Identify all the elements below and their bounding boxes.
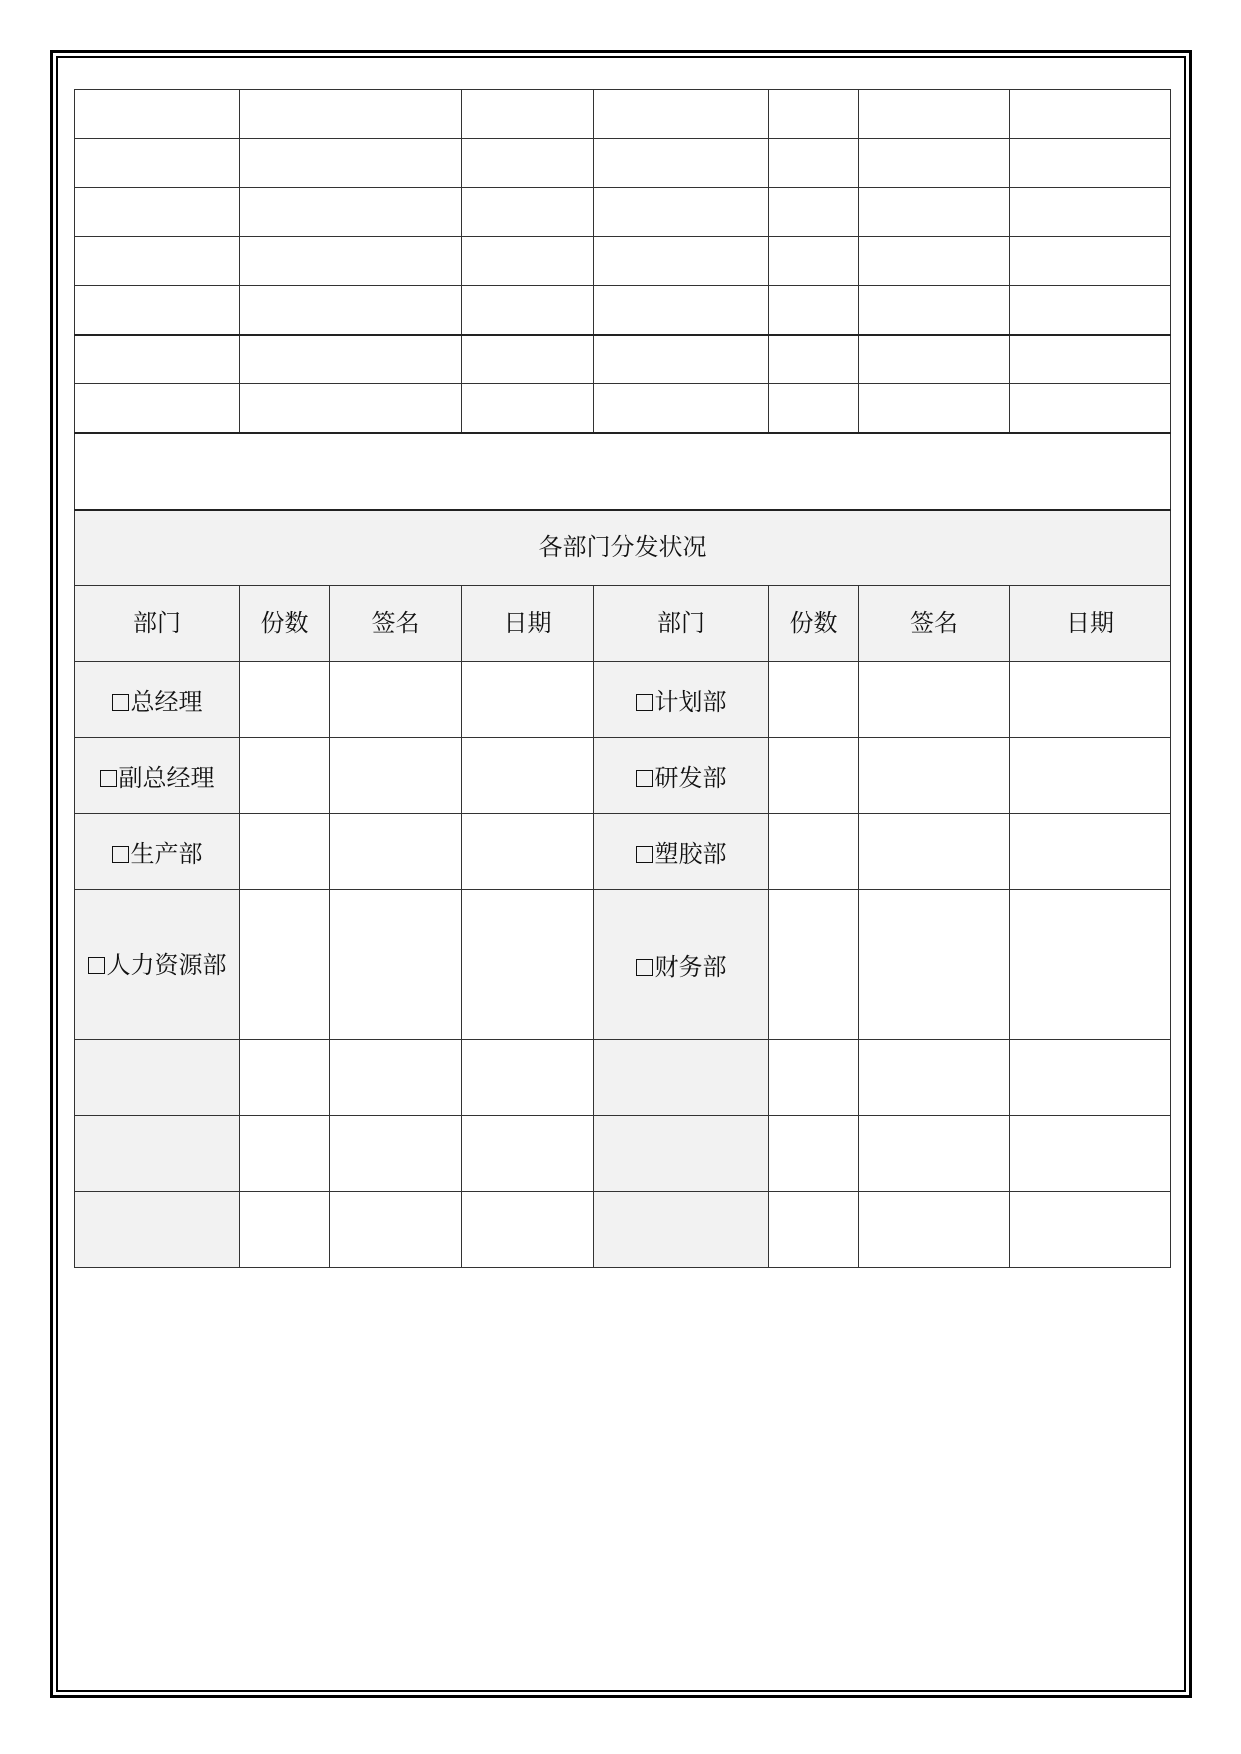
date-cell[interactable] (462, 662, 594, 738)
dept-label: 研发部 (654, 764, 727, 793)
sign-cell[interactable] (859, 814, 1010, 890)
blank-cell[interactable] (769, 237, 859, 286)
date-cell[interactable] (1010, 1192, 1171, 1268)
sign-cell[interactable] (330, 662, 462, 738)
blank-cell[interactable] (240, 237, 462, 286)
dept-label: 计划部 (654, 688, 727, 717)
blank-grid-row (75, 188, 1171, 237)
date-cell[interactable] (462, 1116, 594, 1192)
dept-cell-right[interactable] (594, 1192, 769, 1268)
blank-cell[interactable] (769, 286, 859, 335)
sign-cell[interactable] (330, 1192, 462, 1268)
checkbox-icon[interactable] (636, 770, 653, 787)
header-sign-left: 签名 (330, 586, 462, 662)
blank-cell[interactable] (1010, 237, 1171, 286)
sign-cell[interactable] (859, 662, 1010, 738)
blank-cell[interactable] (769, 384, 859, 433)
blank-cell[interactable] (859, 139, 1010, 188)
blank-cell[interactable] (462, 139, 594, 188)
blank-cell[interactable] (240, 335, 462, 384)
dept-cell-left[interactable] (75, 1192, 240, 1268)
sign-cell[interactable] (859, 1040, 1010, 1116)
header-date-right: 日期 (1010, 586, 1171, 662)
date-cell[interactable] (462, 738, 594, 814)
blank-cell[interactable] (240, 188, 462, 237)
checkbox-icon[interactable] (636, 959, 653, 976)
copies-cell[interactable] (240, 1116, 330, 1192)
date-cell[interactable] (1010, 738, 1171, 814)
date-cell[interactable] (1010, 1040, 1171, 1116)
blank-cell[interactable] (859, 237, 1010, 286)
header-dept-left: 部门 (75, 586, 240, 662)
dept-row (75, 814, 1171, 890)
notes-cell[interactable] (75, 433, 1171, 510)
copies-cell[interactable] (240, 1040, 330, 1116)
blank-grid-row (75, 90, 1171, 139)
dept-cell-right (594, 662, 769, 738)
copies-cell[interactable] (769, 738, 859, 814)
checkbox-icon[interactable] (112, 694, 129, 711)
dept-label: 总经理 (130, 688, 203, 717)
blank-cell[interactable] (462, 188, 594, 237)
checkbox-icon[interactable] (100, 770, 117, 787)
blank-cell[interactable] (240, 139, 462, 188)
checkbox-icon[interactable] (636, 694, 653, 711)
date-cell[interactable] (1010, 814, 1171, 890)
blank-cell[interactable] (462, 90, 594, 139)
blank-cell[interactable] (594, 384, 769, 433)
blank-cell[interactable] (75, 335, 240, 384)
dept-cell-left (75, 814, 240, 890)
blank-grid-row (75, 384, 1171, 433)
dept-label: 副总经理 (118, 764, 215, 793)
blank-cell[interactable] (75, 237, 240, 286)
dept-cell-left (75, 890, 240, 1040)
dept-cell-right (594, 738, 769, 814)
blank-cell[interactable] (462, 237, 594, 286)
blank-cell[interactable] (75, 139, 240, 188)
blank-cell[interactable] (594, 90, 769, 139)
blank-cell[interactable] (462, 384, 594, 433)
dept-cell-left[interactable] (75, 1116, 240, 1192)
checkbox-icon[interactable] (112, 846, 129, 863)
sign-cell[interactable] (330, 1116, 462, 1192)
dept-label: 人力资源部 (106, 950, 227, 979)
date-cell[interactable] (1010, 1116, 1171, 1192)
blank-cell[interactable] (462, 286, 594, 335)
copies-cell[interactable] (769, 890, 859, 1040)
sign-cell[interactable] (859, 738, 1010, 814)
checkbox-icon[interactable] (88, 957, 105, 974)
date-cell[interactable] (462, 1040, 594, 1116)
blank-cell[interactable] (594, 335, 769, 384)
distribution-title: 各部门分发状况 (75, 510, 1171, 586)
copies-cell[interactable] (240, 1192, 330, 1268)
dept-row-empty (75, 1040, 1171, 1116)
distribution-title-row (75, 510, 1171, 586)
blank-cell[interactable] (1010, 90, 1171, 139)
blank-cell[interactable] (75, 90, 240, 139)
blank-grid-row (75, 286, 1171, 335)
blank-grid-row (75, 237, 1171, 286)
blank-cell[interactable] (75, 384, 240, 433)
blank-cell[interactable] (859, 335, 1010, 384)
date-cell[interactable] (1010, 890, 1171, 1040)
dept-cell-right (594, 814, 769, 890)
blank-cell[interactable] (594, 188, 769, 237)
sign-cell[interactable] (859, 1192, 1010, 1268)
notes-row (75, 433, 1171, 510)
copies-cell[interactable] (769, 1192, 859, 1268)
copies-cell[interactable] (769, 1040, 859, 1116)
blank-cell[interactable] (240, 90, 462, 139)
blank-grid-row (75, 139, 1171, 188)
distribution-form-table (74, 89, 1171, 1268)
blank-cell[interactable] (769, 335, 859, 384)
dept-label: 塑胶部 (654, 840, 727, 869)
blank-cell[interactable] (240, 286, 462, 335)
copies-cell[interactable] (240, 662, 330, 738)
blank-cell[interactable] (769, 90, 859, 139)
copies-cell[interactable] (769, 662, 859, 738)
blank-cell[interactable] (1010, 286, 1171, 335)
dept-cell-right[interactable] (594, 1116, 769, 1192)
header-copies-left: 份数 (240, 586, 330, 662)
copies-cell[interactable] (240, 890, 330, 1040)
date-cell[interactable] (462, 814, 594, 890)
header-dept-right: 部门 (594, 586, 769, 662)
sign-cell[interactable] (859, 1116, 1010, 1192)
dept-label: 生产部 (130, 840, 203, 869)
blank-cell[interactable] (75, 286, 240, 335)
distribution-header-row (75, 586, 1171, 662)
blank-cell[interactable] (1010, 335, 1171, 384)
copies-cell[interactable] (769, 814, 859, 890)
dept-row (75, 890, 1171, 1040)
blank-cell[interactable] (859, 188, 1010, 237)
copies-cell[interactable] (240, 814, 330, 890)
blank-cell[interactable] (769, 139, 859, 188)
blank-cell[interactable] (594, 139, 769, 188)
checkbox-icon[interactable] (636, 846, 653, 863)
sign-cell[interactable] (330, 890, 462, 1040)
date-cell[interactable] (1010, 662, 1171, 738)
dept-cell-left[interactable] (75, 1040, 240, 1116)
blank-cell[interactable] (594, 286, 769, 335)
blank-cell[interactable] (859, 384, 1010, 433)
dept-label: 财务部 (654, 953, 727, 982)
dept-row (75, 662, 1171, 738)
dept-cell-right (594, 890, 769, 1040)
blank-cell[interactable] (240, 384, 462, 433)
blank-cell[interactable] (769, 188, 859, 237)
date-cell[interactable] (462, 890, 594, 1040)
header-sign-right: 签名 (859, 586, 1010, 662)
header-date-left: 日期 (462, 586, 594, 662)
sign-cell[interactable] (330, 814, 462, 890)
blank-cell[interactable] (462, 335, 594, 384)
sign-cell[interactable] (859, 890, 1010, 1040)
blank-cell[interactable] (859, 90, 1010, 139)
copies-cell[interactable] (769, 1116, 859, 1192)
date-cell[interactable] (462, 1192, 594, 1268)
blank-cell[interactable] (1010, 384, 1171, 433)
blank-grid-row (75, 335, 1171, 384)
header-copies-right: 份数 (769, 586, 859, 662)
dept-cell-left (75, 738, 240, 814)
blank-cell[interactable] (1010, 188, 1171, 237)
dept-row-empty (75, 1192, 1171, 1268)
sign-cell[interactable] (330, 1040, 462, 1116)
blank-cell[interactable] (1010, 139, 1171, 188)
dept-cell-left (75, 662, 240, 738)
blank-cell[interactable] (859, 286, 1010, 335)
dept-cell-right[interactable] (594, 1040, 769, 1116)
sign-cell[interactable] (330, 738, 462, 814)
copies-cell[interactable] (240, 738, 330, 814)
blank-cell[interactable] (594, 237, 769, 286)
dept-row-empty (75, 1116, 1171, 1192)
dept-row (75, 738, 1171, 814)
blank-cell[interactable] (75, 188, 240, 237)
